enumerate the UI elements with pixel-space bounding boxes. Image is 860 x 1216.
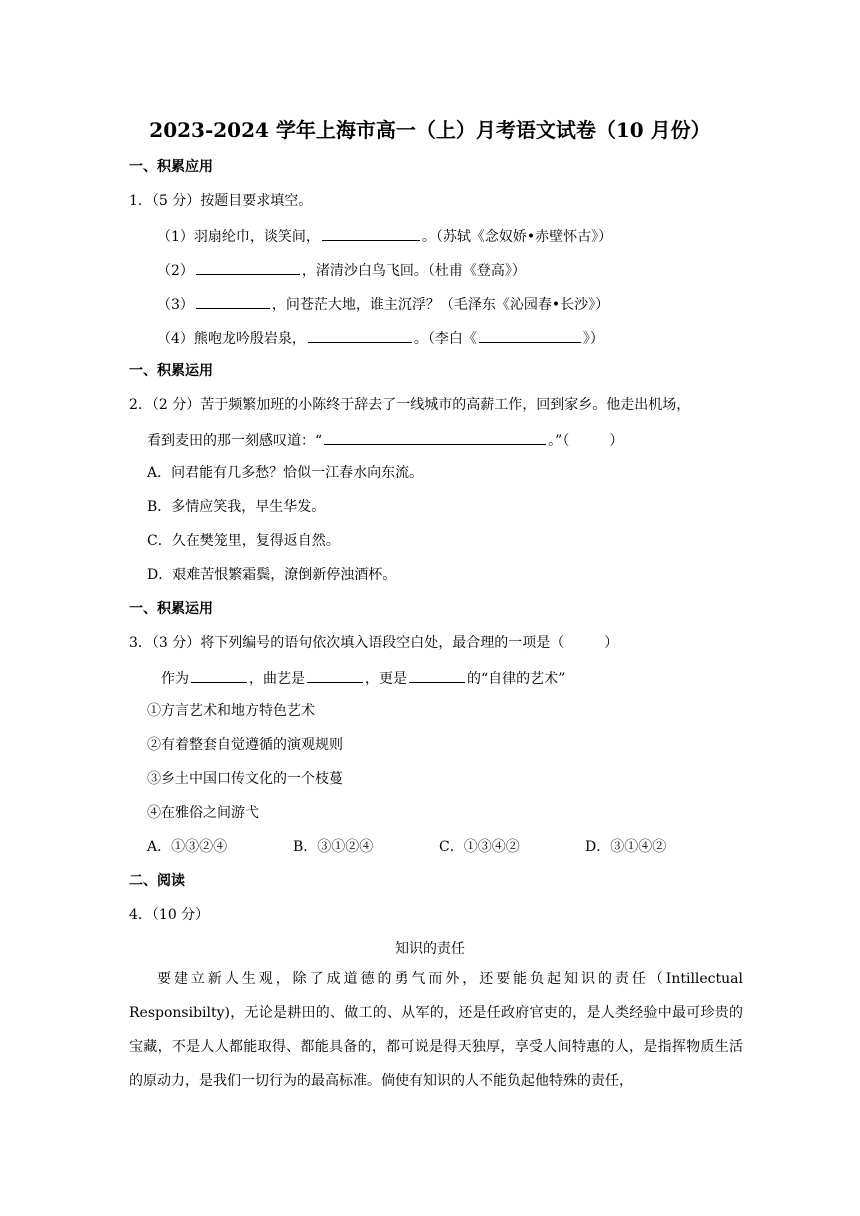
section-heading-1: 一、积累应用 bbox=[129, 159, 213, 175]
section-heading-3: 一、积累运用 bbox=[129, 601, 213, 617]
answer-blank[interactable] bbox=[409, 667, 465, 683]
answer-blank[interactable] bbox=[191, 667, 247, 683]
answer-blank[interactable] bbox=[196, 293, 270, 309]
q3-option-c[interactable]: C．①③④② bbox=[439, 839, 520, 855]
question-4-head: 4．（10 分） bbox=[129, 907, 210, 923]
article-title: 知识的责任 bbox=[395, 941, 465, 957]
q1-item-2: （2） ，渚清沙白鸟飞回。（杜甫《登高》） bbox=[157, 259, 526, 281]
q2-option-c[interactable]: C．久在樊笼里，复得返自然。 bbox=[147, 533, 340, 549]
q2-option-b[interactable]: B．多情应笑我，早生华发。 bbox=[147, 499, 326, 515]
article-paragraph: 要建立新人生观，除了成道德的勇气而外，还要能负起知识的责任（Intillectual Responsibilty)，无论是耕田的、做工的、从军的，还是任政府官吏的，是人类经验中最可珍贵的宝藏，不是人人都能取得、都能具备的，都可说是得天独厚，享受人间特惠的人，是指挥物质生活的原动力，是我们一切行为的最高标准。倘使有知识的人不能负起他特殊的责任， bbox=[129, 971, 743, 1089]
question-2-line-1: 2．（2 分）苦于频繁加班的小陈终于辞去了一线城市的高薪工作，回到家乡。他走出机场， bbox=[129, 397, 691, 413]
question-1-head: 1．（5 分）按题目要求填空。 bbox=[129, 193, 313, 209]
q2-option-d[interactable]: D．艰难苦恨繁霜鬓，潦倒新停浊酒杯。 bbox=[147, 567, 397, 583]
section-heading-4: 二、阅读 bbox=[129, 873, 185, 889]
section-heading-2: 一、积累运用 bbox=[129, 363, 213, 379]
q3-item-3: ③乡土中国口传文化的一个枝蔓 bbox=[147, 771, 343, 787]
answer-blank[interactable] bbox=[324, 429, 546, 445]
answer-blank[interactable] bbox=[479, 327, 581, 343]
answer-blank[interactable] bbox=[196, 259, 300, 275]
q3-options bbox=[147, 837, 731, 857]
q1-item-1: （1）羽扇纶巾，谈笑间， 。（苏轼《念奴娇•赤壁怀古》） bbox=[157, 225, 612, 247]
q3-option-d[interactable]: D．③①④② bbox=[585, 839, 667, 855]
q1-item-4: （4）熊咆龙吟殷岩泉， 。（李白《 》） bbox=[157, 327, 604, 349]
question-2-line-2: 看到麦田的那一刻感叹道：“ 。”（ ） bbox=[147, 429, 623, 451]
q3-option-a[interactable]: A．①③②④ bbox=[147, 839, 228, 855]
page-title: 2023-2024 学年上海市高一（上）月考语文试卷（10 月份） bbox=[149, 118, 711, 142]
q3-option-b[interactable]: B．③①②④ bbox=[293, 839, 374, 855]
q3-sentence: 作为 ，曲艺是 ，更是 的“自律的艺术” bbox=[161, 667, 565, 689]
question-3-head: 3．（3 分）将下列编号的语句依次填入语段空白处，最合理的一项是（ ） bbox=[129, 635, 619, 651]
answer-blank[interactable] bbox=[322, 225, 420, 241]
q3-item-2: ②有着整套自觉遵循的演观规则 bbox=[147, 737, 343, 753]
q2-option-a[interactable]: A．问君能有几多愁？恰似一江春水向东流。 bbox=[147, 465, 424, 481]
q3-item-1: ①方言艺术和地方特色艺术 bbox=[147, 703, 315, 719]
q1-item-3: （3） ，问苍茫大地，谁主沉浮？（毛泽东《沁园春•长沙》） bbox=[157, 293, 609, 315]
answer-blank[interactable] bbox=[308, 327, 412, 343]
q3-item-4: ④在雅俗之间游弋 bbox=[147, 805, 259, 821]
answer-blank[interactable] bbox=[307, 667, 363, 683]
